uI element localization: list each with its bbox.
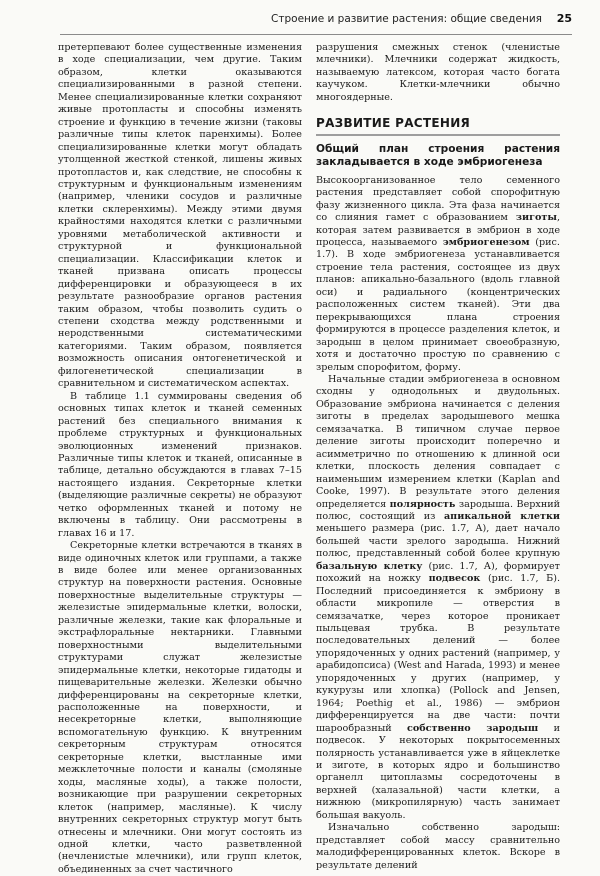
text-run: меньшего размера (рис. 1.7, А), дает начало большей части зрелого зародыша. Нижний полюс, представленный собой более крупную (316, 523, 560, 560)
bold-term: эмбриогенезом (442, 236, 530, 248)
left-column (58, 42, 302, 876)
running-header (0, 0, 600, 36)
text-run: Начальные стадии эмбриогенеза в основном сходны у однодольных и двудольных. Образование эмбриона начинается с деления зиготы в пределах зародышевого мешка семязачатка. В типичном случае первое деление зиготы происходит поперечно и асимметрично по отношению к длинной оси клетки, плоскость деления совпадает с наименьшим измерением клетки (Kaplan and Cooke, 1997). В результате этого деления определяется (316, 373, 560, 510)
text-run: Высокоорганизованное тело семенного растения представляет собой спорофитную фазу жизненного цикла. Эта фаза начинается со слияния гамет с образованием (316, 174, 560, 224)
text-run: (рис. 1.7, Б). Последний присоединяется к эмбриону в области микропиле — отверстия в семязачатке, через которое проникает пыльцевая трубка. В результате последовательных делений — более упорядоченных у одних растений (например, у арабидопсиса) (West and Harada, 1993) и менее упорядоченных у других (например, у кукурузы или хлопка) (Pollock and Jensen, 1964; Poethig et al., 1986) — эмбрион дифференцируется на две части: почти шарообразный (316, 573, 561, 734)
bold-term: собственно зародыш (407, 722, 539, 734)
running-title: Строение и развитие растения: общие сведения (271, 13, 542, 25)
text-run: , которая затем развивается в эмбрион в ходе процесса, называемого (316, 212, 560, 248)
paragraph (316, 175, 560, 374)
bold-term: подвесок (428, 573, 481, 585)
page-number: 25 (556, 12, 572, 25)
text-run: (рис. 1.7, А), формирует похожий на ножку (316, 560, 560, 585)
paragraph: Секреторные клетки встречаются в тканях в виде одиночных клеток или группами, а также в виде более или менее организованных структур на поверхности растения. Основные поверхностные выделительные структуры — железистые эпидермальные клетки, волоски, различные железки, такие как флоральные и экстрафлоральные нектарники. Главными поверхностными выделительными структурами служат железистые эпидермальные клетки, некоторые гидатоды и пищеварительные железки. Железки обычно дифференцированы на секреторные клетки, расположенные на поверхности, и несекреторные клетки, выполняющие вспомогательную функцию. К внутренним секреторным структурам относятся секреторные клетки, выстланные ими межклеточные полости и каналы (смоляные ходы, масляные ходы), а также полости, возникающие при разрушении секреторных клеток (например, масляные). К числу внутренних секреторных структур могут быть отнесены и млечники. Они могут состоять из одной клетки, часто разветвленной (нечленистые млечники), или групп клеток, объединенных за счет частичного (58, 540, 302, 875)
paragraph (316, 374, 560, 822)
paragraph: разрушения смежных стенок (членистые млечники). Млечники содержат жидкость, называемую латексом, которая часто богата каучуком. Клетки-млечники обычно многоядерные. (316, 42, 560, 103)
bold-term: базальную клетку (316, 560, 423, 572)
text-run: зародыша. Верхний полюс, состоящий из (316, 498, 560, 522)
section-title: РАЗВИТИЕ РАСТЕНИЯ (316, 117, 560, 135)
text-run: (рис. 1.7). В ходе эмбриогенеза устанавливается строение тела растения, состоящее из двух планов: апикально-базального (вдоль главной оси) и радиального (концентрических расположенных систем тканей). Эти два перекрывающихся плана строения формируются в процессе разделения клеток, и зародыш в целом принимает своеобразную, хотя и достаточно простую по сравнению с зрелым спорофитом, форму. (316, 236, 560, 373)
bold-term: зиготы (515, 212, 557, 224)
bold-term: апикальной клетки (443, 510, 560, 522)
paragraph: Изначально собственно зародыш: представляет собой массу сравнительно малодифференцированных клеток. Вскоре в результате делений (316, 822, 560, 871)
text-run: и подвесок. У некоторых покрытосеменных полярность устанавливается уже в яйцеклетке и зиготе, в которых ядро и большинство органелл цитоплазмы сосредоточены в верхней (халазальной) части клетки, а нижнюю (микропилярную) часть занимает большая вакуоль. (316, 722, 560, 821)
header-rule (60, 34, 572, 35)
bold-term: полярность (389, 498, 456, 510)
right-column (316, 42, 560, 872)
paragraph: претерпевают более существенные изменения в ходе специализации, чем другие. Таким образом, клетки оказываются специализированными в разной степени. Менее специализированные клетки сохраняют живые протопласты и способны изменять строение и функцию в течение жизни (таковы различные типы клеток паренхимы). Более специализированные клетки могут обладать утолщенной жесткой стенкой, лишены живых протопластов и, как следствие, не способны к структурным и функциональным изменениям (например, членики сосудов и различные клетки склеренхимы). Между этими двумя крайностями находятся клетки с различными уровнями метаболической активности и структурной и функциональной специализации. Классификации клеток и тканей призвана описать процессы дифференцировки и образующееся в их результате разнообразие органов растения таким образом, чтобы позволить судить о степени сходства между родственными и неродственными систематическими категориями. Таким образом, появляется возможность описания онтогенетической и филогенетической специализации в сравнительном и систематическом аспектах. (58, 42, 302, 390)
paragraph: В таблице 1.1 суммированы сведения об основных типах клеток и тканей семенных растений без специального внимания к проблеме структурных и функциональных эволюционных изменений признаков. Различные типы клеток и тканей, описанные в таблице, детально обсуждаются в главах 7–15 настоящего издания. Секреторные клетки (выделяющие различные секреты) не образуют четко оформленных тканей и потому не включены в таблицу. Они рассмотрены в главах 16 и 17. (58, 390, 302, 539)
subsection-title: Общий план строения растения закладывается в ходе эмбриогенеза (316, 142, 560, 168)
